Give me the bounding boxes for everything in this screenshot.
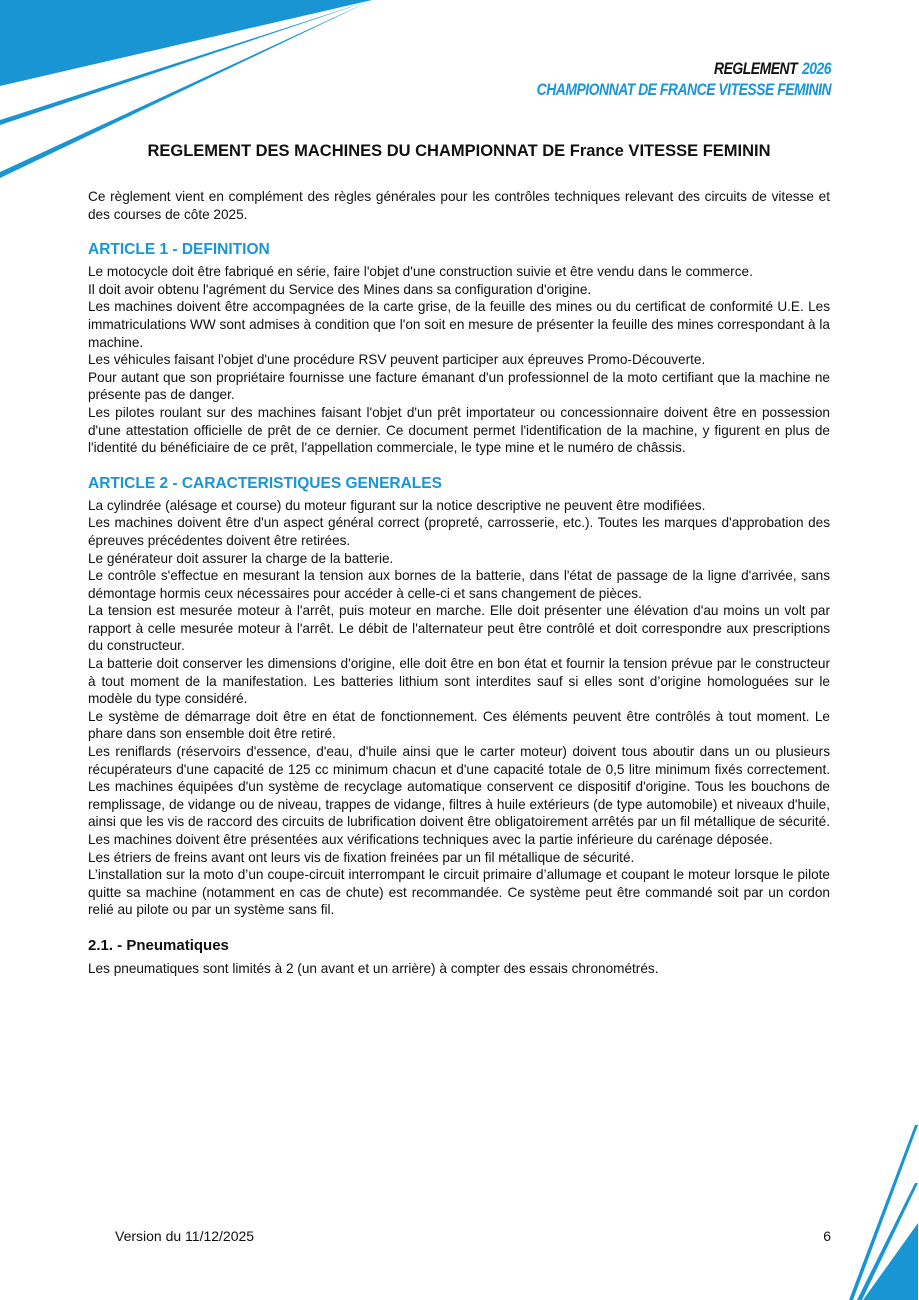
article-2-paragraph: L’installation sur la moto d’un coupe-circuit interrompant le circuit primaire d’allumage et coupant le moteur lorsque le pilote quitte sa machine (notamment en cas de chute) est recommandée. Ce système peut être commandé soit par un cordon relié au pilote ou par un système sans fil.: [88, 867, 830, 918]
article-1-paragraph: Les véhicules faisant l'objet d'une procédure RSV peuvent participer aux épreuves Promo-Découverte.: [88, 352, 706, 368]
brand-championship: CHAMPIONNAT DE FRANCE VITESSE FEMININ: [536, 80, 831, 99]
intro-paragraph: Ce règlement vient en complément des règles générales pour les contrôles techniques relevant des circuits de vitesse et des courses de côte 2025.: [88, 189, 830, 222]
brand-header: [537, 58, 831, 101]
article-2-paragraph: La batterie doit conserver les dimensions d'origine, elle doit être en bon état et fournir la tension prévue par le constructeur à tout moment de la manifestation. Les batteries lithium sont interdites sauf si elles sont d’origine homologuées sur le modèle du type considéré.: [88, 656, 830, 707]
article-2-heading: ARTICLE 2 - CARACTERISTIQUES GENERALES: [88, 474, 442, 492]
subsection-heading: 2.1. - Pneumatiques: [88, 936, 229, 954]
footer-swoosh-graphic: [849, 1125, 919, 1300]
article-1-paragraph: Pour autant que son propriétaire fournisse une facture émanant d'un professionnel de la moto certifiant que la machine ne présente pas de danger.: [88, 369, 830, 403]
article-2-paragraph: La cylindrée (alésage et course) du moteur figurant sur la notice descriptive ne peuvent être modifiées.: [88, 497, 706, 513]
brand-line-reglement: [537, 58, 831, 79]
brand-year: 2026: [801, 59, 831, 78]
article-1-paragraph: Les pilotes roulant sur des machines faisant l'objet d'un prêt importateur ou concessionnaire doivent être en possession d'une attestation officielle de prêt de ce dernier. Ce document permet l'identification de la machine, y figurent en plus de l'identité du bénéficiaire de ce prêt, l'appellation commerciale, le type mine et le numéro de châssis.: [88, 404, 830, 456]
brand-reglement: REGLEMENT: [713, 59, 798, 78]
page-number: 6: [823, 1228, 831, 1244]
article-2-paragraph: Le contrôle s'effectue en mesurant la tension aux bornes de la batterie, dans l'état de passage de la ligne d'arrivée, sans démontage hormis ceux nécessaires pour accéder à celle-ci et sans changement de pièces.: [88, 568, 830, 601]
article-2-paragraph: Les machines doivent être d'un aspect général correct (propreté, carrosserie, etc.). Toutes les marques d'approbation des épreuves précédentes doivent être retirées.: [88, 515, 830, 548]
subsection-paragraph: Les pneumatiques sont limités à 2 (un avant et un arrière) à compter des essais chronométrés.: [88, 960, 659, 976]
subsection-pneumatiques: [88, 936, 830, 978]
article-2-paragraph: Le système de démarrage doit être en état de fonctionnement. Ces éléments peuvent être contrôlés à tout moment. Le phare dans son ensemble doit être retiré.: [88, 708, 830, 742]
article-1-paragraph: Le motocycle doit être fabriqué en série, faire l'objet d'une construction suivie et être vendu dans le commerce.: [88, 264, 753, 280]
document-title: REGLEMENT DES MACHINES DU CHAMPIONNAT DE France VITESSE FEMININ: [147, 142, 771, 160]
article-1-paragraph: Les machines doivent être accompagnées de la carte grise, de la feuille des mines ou du certificat de conformité U.E. Les immatriculations WW sont admises à condition que l'on soit en mesure de présenter la feuille des mines correspondant à la machine.: [88, 299, 830, 350]
article-2: [88, 474, 830, 919]
article-2-paragraph: La tension est mesurée moteur à l'arrêt, puis moteur en marche. Elle doit présenter une élévation d'au moins un volt par rapport à celle mesurée moteur à l'arrêt. Le débit de l'alternateur peut être contrôlé et doit correspondre aux prescriptions du constructeur.: [88, 603, 830, 654]
article-2-paragraph: Les étriers de freins avant ont leurs vis de fixation freinées par un fil métallique de sécurité.: [88, 849, 635, 865]
article-2-paragraph: Les reniflards (réservoirs d'essence, d'eau, d'huile ainsi que le carter moteur) doivent tous aboutir dans un ou plusieurs récupérateurs d'une capacité de 125 cc minimum chacun et d'une capacité totale de 0,5 litre minimum fixés correctement. Les machines équipées d'un système de recyclage automatique conservent ce dispositif d'origine. Tous les bouchons de remplissage, de vidange ou de niveau, trappes de vidange, filtres à huile extérieurs (de type automobile) et niveaux d'huile, ainsi que les vis de raccord des circuits de lubrification doivent être obligatoirement arrêtés par un fil métallique de sécurité. Les machines doivent être présentées aux vérifications techniques avec la partie inférieure du carénage déposée.: [88, 744, 830, 847]
page-footer: [115, 1228, 831, 1244]
article-1-heading: ARTICLE 1 - DEFINITION: [88, 241, 270, 259]
article-2-paragraph: Le générateur doit assurer la charge de la batterie.: [88, 550, 394, 566]
version-date: Version du 11/12/2025: [115, 1228, 255, 1244]
article-1: [88, 240, 830, 457]
document-body: [88, 140, 830, 978]
article-1-paragraph: Il doit avoir obtenu l'agrément du Service des Mines dans sa configuration d'origine.: [88, 281, 592, 297]
